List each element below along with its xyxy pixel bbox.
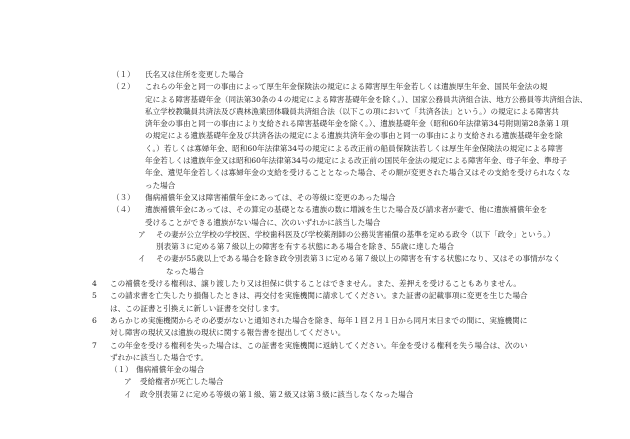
list-item <box>90 118 600 130</box>
item-text: その妻が公立学校の学校医、学校歯科医及び学校薬剤師の公務災害補償の基準を定める政令（以下「政令」という。） <box>156 229 555 239</box>
list-item <box>90 106 600 118</box>
list-item <box>90 81 600 93</box>
item-text: 受給権者が死亡した場合 <box>140 377 224 387</box>
item-text: く。）若しくは寡婦年金、昭和60年法律第34号の規定による改正前の船員保険法若しくは厚生年金保険法の規定による障害 <box>145 143 563 153</box>
item-text: なった場合 <box>166 266 204 276</box>
item-text: その妻が55歳以上である場合を除き政令別表第３に定める第７級以上の障害を有する状態になり、又はその事情がなく <box>156 254 561 264</box>
list-item <box>90 278 600 290</box>
item-marker: ア <box>138 229 146 239</box>
item-text: あらかじめ実施機関からその必要がないと通知された場合を除き、毎年１回２月１日から同月末日までの間に、実施機関に <box>110 315 528 325</box>
item-marker: ア <box>124 377 132 387</box>
list-item <box>90 352 600 364</box>
item-text: 年金若しくは遺族年金又は昭和60年法律第34号の規定による改正前の国民年金法の規定による障害年金、母子年金、準母子 <box>145 156 567 166</box>
item-text: 年金、遺児年金若しくは寡婦年金の支給を受けることとなった場合、その額が変更された場合又はその支給を受けられなくな <box>145 168 571 178</box>
item-marker: 5 <box>92 291 97 301</box>
item-marker: イ <box>138 254 146 264</box>
list-item <box>90 364 600 376</box>
item-marker: 4 <box>92 279 97 289</box>
list-item <box>90 167 600 179</box>
item-text: 氏名又は住所を変更した場合 <box>145 70 244 79</box>
item-marker: （４） <box>112 205 135 215</box>
item-text: この補償を受ける権利は、譲り渡したり又は担保に供することはできません。また、差押えを受けることもありません。 <box>110 279 521 289</box>
item-text: これらの年金と同一の事由によって厚生年金保険法の規定による障害厚生年金若しくは遺族厚生年金、国民年金法の規 <box>145 82 548 92</box>
list-item <box>90 143 600 155</box>
list-item <box>90 130 600 142</box>
item-text: 済年金の事由と同一の事由により支給される障害基礎年金を除く。）、遺族基礎年金（昭和60年法律第34号附則第28条第１項 <box>145 119 569 129</box>
item-marker: （２） <box>112 82 135 92</box>
item-text: ずれかに該当した場合です。 <box>110 352 209 362</box>
item-text: 遺族補償年金にあっては、その算定の基礎となる遺族の数に増減を生じた場合及び請求者が妻で、他に遺族補償年金を <box>145 205 548 215</box>
list-item <box>90 69 600 81</box>
item-text: 別表第３に定める第７級以上の障害を有する状態にある場合を除き、55歳に達した場合 <box>156 242 454 252</box>
list-item <box>90 389 600 401</box>
list-item <box>90 180 600 192</box>
item-marker: 6 <box>92 315 97 325</box>
item-text: った場合 <box>145 180 176 190</box>
list-item <box>90 204 600 216</box>
item-marker: （１） <box>112 70 135 79</box>
item-text: 私立学校教職員共済法及び農林漁業団体職員共済組合法（以下この項において「共済各法」という。）の規定による障害共 <box>145 106 559 116</box>
item-text: 定による障害基礎年金（同法第30条の４の規定による障害基礎年金を除く。）、国家公務員共済組合法、地方公務員等共済組合法、 <box>145 94 588 104</box>
item-text: 受けることができる遺族がない場合に、次のいずれかに該当した場合 <box>145 217 381 227</box>
list-item <box>90 192 600 204</box>
item-marker: イ <box>124 389 132 399</box>
list-item <box>90 340 600 352</box>
list-item <box>90 253 600 265</box>
list-item <box>90 315 600 327</box>
item-text: 傷病補償年金又は障害補償年金にあっては、その等級に変更のあった場合 <box>145 192 396 202</box>
list-item <box>90 94 600 106</box>
item-text: の規定による遺族基礎年金及び共済各法の規定による遺族共済年金の事由と同一の事由により支給される遺族基礎年金を除 <box>145 131 563 141</box>
item-text: この年金を受ける権利を失った場合は、この証書を実施機関に返納してください。年金を受ける権利を失う場合は、次のい <box>110 340 528 350</box>
list-item <box>90 155 600 167</box>
item-marker: （３） <box>112 192 135 202</box>
item-marker: （１） <box>110 365 133 375</box>
list-item <box>90 376 600 388</box>
item-text: 傷病補償年金の場合 <box>136 365 205 375</box>
list-item <box>90 303 600 315</box>
item-text: 対し障害の現状又は遺族の現状に関する報告書を提出してください。 <box>110 328 346 338</box>
list-item <box>90 241 600 253</box>
list-item <box>90 327 600 339</box>
list-item <box>90 229 600 241</box>
list-item <box>90 217 600 229</box>
item-text: 政令別表第２に定める等級の第１級、第２級又は第３級に該当しなくなった場合 <box>140 389 414 399</box>
item-marker: 7 <box>92 340 97 350</box>
item-text: は、この証書と引換えに新しい証書を交付します。 <box>110 303 285 313</box>
item-text: この請求書を亡失したり損傷したときは、再交付を実施機関に請求してください。また証書の記載事項に変更を生じた場合 <box>110 291 528 301</box>
list-item <box>90 290 600 302</box>
list-item <box>90 266 600 278</box>
